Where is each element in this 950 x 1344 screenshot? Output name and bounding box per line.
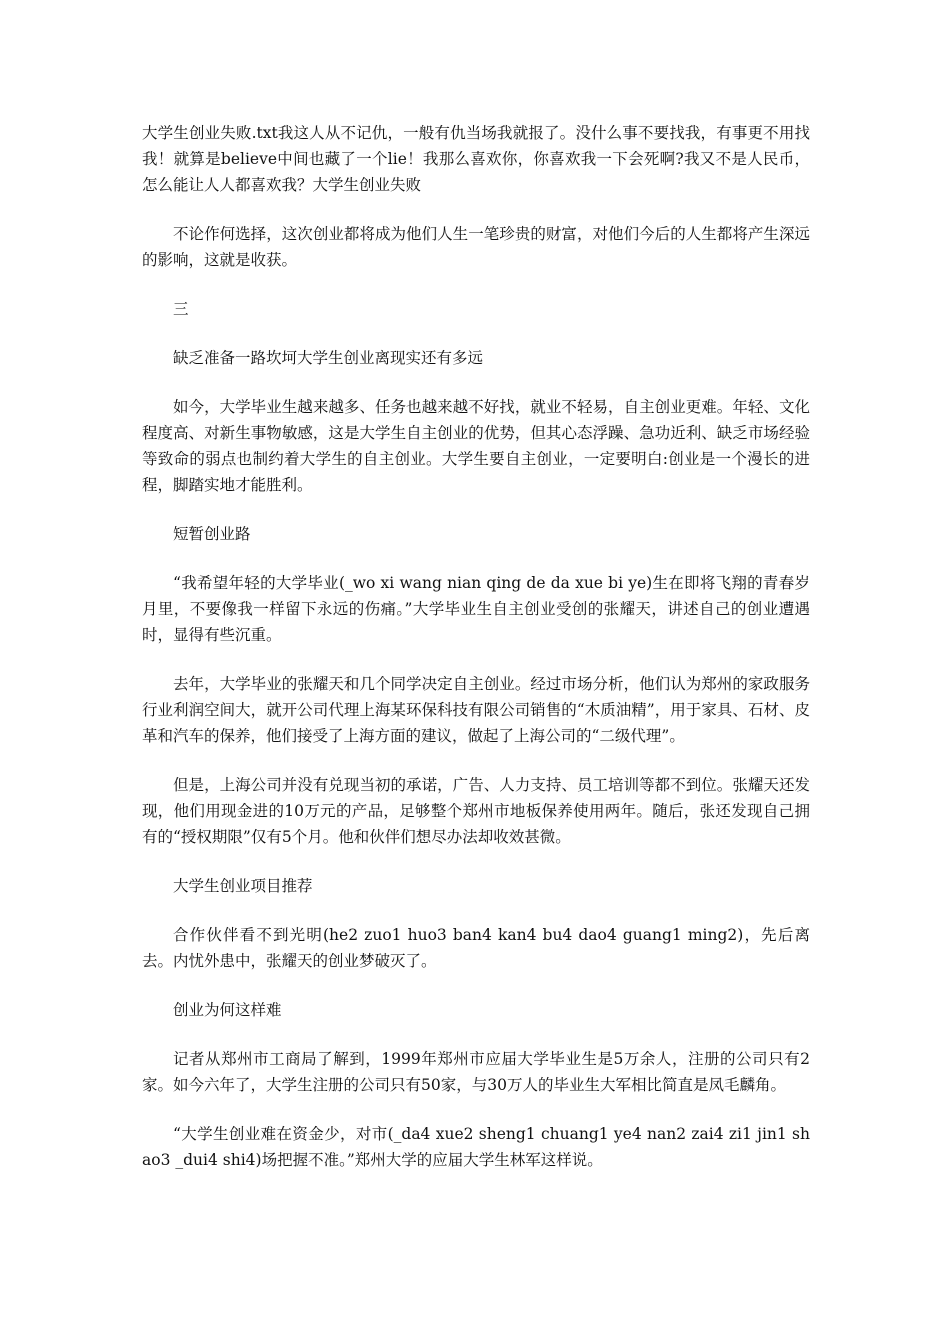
paragraph: 去年，大学毕业的张耀天和几个同学决定自主创业。经过市场分析，他们认为郑州的家政服务行业利润空间大，就开公司代理上海某环保科技有限公司销售的“木质油精”，用于家具、石材、皮革和汽车的保养，他们接受了上海方面的建议，做起了上海公司的“二级代理”。 (142, 675, 810, 745)
paragraph: 记者从郑州市工商局了解到，1999年郑州市应届大学毕业生是5万余人，注册的公司只有2家。如今六年了，大学生注册的公司只有50家，与30万人的毕业生大军相比简直是凤毛麟角。 (142, 1050, 810, 1094)
subheading: 大学生创业项目推荐 (173, 877, 313, 895)
paragraph: 不论作何选择，这次创业都将成为他们人生一笔珍贵的财富，对他们今后的人生都将产生深远的影响，这就是收获。 (142, 225, 810, 269)
paragraph: “大学生创业难在资金少，对市(_da4 xue2 sheng1 chuang1 ye4 nan2 zai4 zi1 jin1 shao3 _dui4 shi4)场把握不准。”郑州大学的应届大学生林军这样说。 (142, 1125, 810, 1169)
subheading: 短暂创业路 (173, 525, 251, 543)
section-title: 缺乏准备一路坎坷大学生创业离现实还有多远 (173, 349, 484, 367)
section-number: 三 (173, 300, 189, 318)
paragraph: 但是，上海公司并没有兑现当初的承诺，广告、人力支持、员工培训等都不到位。张耀天还发现，他们用现金进的10万元的产品，足够整个郑州市地板保养使用两年。随后，张还发现自己拥有的“授权期限”仅有5个月。他和伙伴们想尽办法却收效甚微。 (142, 776, 810, 846)
paragraph: 合作伙伴看不到光明(he2 zuo1 huo3 ban4 kan4 bu4 dao4 guang1 ming2)，先后离去。内忧外患中，张耀天的创业梦破灭了。 (142, 926, 810, 970)
paragraph: 如今，大学毕业生越来越多、任务也越来越不好找，就业不轻易，自主创业更难。年轻、文化程度高、对新生事物敏感，这是大学生自主创业的优势，但其心态浮躁、急功近利、缺乏市场经验等致命的弱点也制约着大学生的自主创业。大学生要自主创业，一定要明白:创业是一个漫长的进程，脚踏实地才能胜利。 (142, 398, 810, 494)
paragraph: “我希望年轻的大学毕业(_wo xi wang nian qing de da xue bi ye)生在即将飞翔的青春岁月里，不要像我一样留下永远的伤痛。”大学毕业生自主创业受创的张耀天，讲述自己的创业遭遇时，显得有些沉重。 (142, 574, 810, 644)
subheading: 创业为何这样难 (173, 1001, 282, 1019)
document-body (142, 120, 810, 1196)
intro-paragraph: 大学生创业失败.txt我这人从不记仇，一般有仇当场我就报了。没什么事不要找我，有事更不用找我！就算是believe中间也藏了一个lie！我那么喜欢你，你喜欢我一下会死啊?我又不是人民币，怎么能让人人都喜欢我？大学生创业失败 (142, 124, 810, 194)
